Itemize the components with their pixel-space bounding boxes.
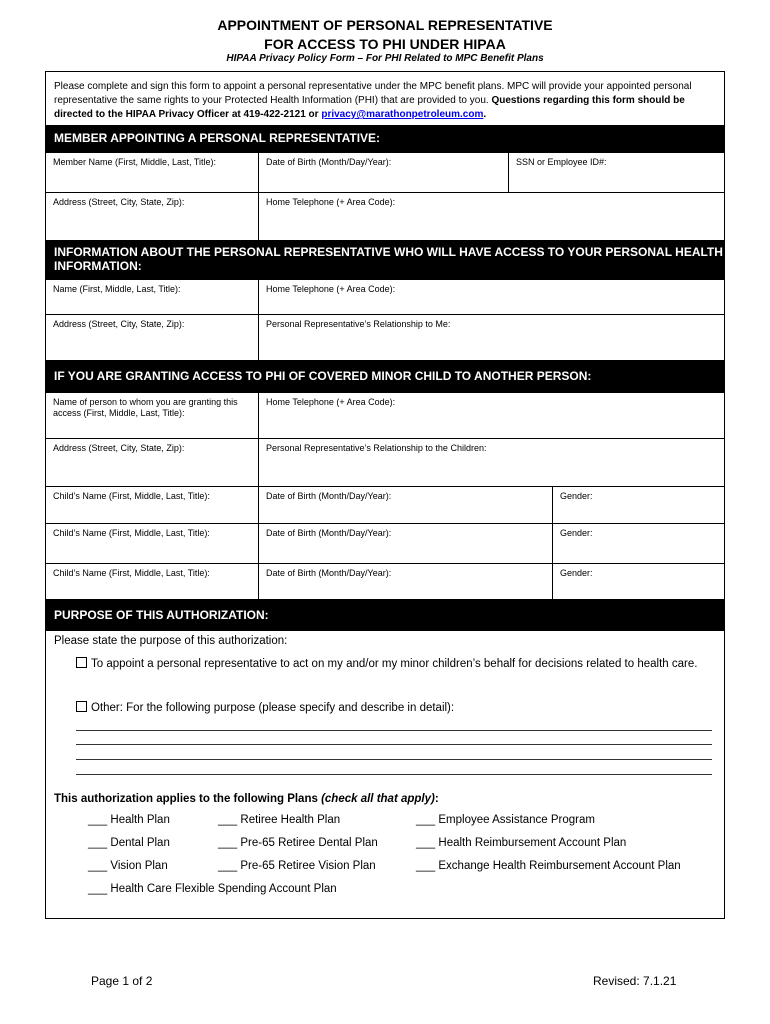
child2-name-field[interactable] [46, 523, 258, 563]
rep-address-label: Address (Street, City, State, Zip): [53, 319, 185, 329]
plans-heading [54, 792, 439, 807]
child3-dob-label: Date of Birth (Month/Day/Year): [266, 568, 392, 578]
plan-hra[interactable] [416, 837, 626, 849]
rep-relationship-label: Personal Representative’s Relationship to Me: [266, 319, 451, 329]
plan-vision-blank: ___ [88, 860, 108, 872]
form-subtitle: HIPAA Privacy Policy Form – For PHI Related to MPC Benefit Plans [226, 53, 544, 64]
purpose-line-1[interactable] [76, 730, 712, 731]
intro-paragraph [54, 80, 714, 122]
child2-gender-field[interactable] [552, 523, 724, 563]
privacy-email-link[interactable]: privacy@marathonpetroleum.com [321, 109, 484, 120]
appoint-checkbox[interactable] [76, 657, 87, 668]
child2-dob-field[interactable] [258, 523, 552, 563]
plans-heading-end: : [434, 793, 439, 805]
plan-fsa-blank: ___ [88, 883, 108, 895]
plan-eap-label: Employee Assistance Program [438, 814, 595, 826]
purpose-line-3[interactable] [76, 759, 712, 760]
plan-eap[interactable] [416, 814, 595, 826]
member-section-header: MEMBER APPOINTING A PERSONAL REPRESENTATIVE: [46, 125, 724, 152]
plan-dental-label: Dental Plan [110, 837, 170, 849]
member-dob-field[interactable] [258, 152, 508, 192]
minor-phone-field[interactable] [258, 392, 724, 438]
minor-relationship-field[interactable] [258, 438, 724, 486]
member-phone-label: Home Telephone (+ Area Code): [266, 197, 396, 207]
rep-name-label: Name (First, Middle, Last, Title): [53, 284, 181, 294]
plan-pre65-vision[interactable] [218, 860, 376, 872]
member-ssn-field[interactable] [508, 152, 724, 192]
plan-exchange-hra-blank: ___ [416, 860, 436, 872]
rep-section-header: INFORMATION ABOUT THE PERSONAL REPRESENTATIVE WHO WILL HAVE ACCESS TO YOUR PERSONAL HEALTH INFORMATION: [46, 240, 724, 279]
plans-heading-italic: (check all that apply) [321, 793, 435, 805]
minor-relationship-label: Personal Representative’s Relationship to the Children: [266, 443, 487, 453]
other-checkbox[interactable] [76, 701, 87, 712]
plan-dental[interactable] [88, 837, 170, 849]
intro-end: . [483, 109, 487, 120]
minor-phone-label: Home Telephone (+ Area Code): [266, 397, 396, 407]
intro-text: Please complete and sign this form to appoint a personal representative under the MPC benefit plans. MPC will provide your appointed personal representative the same rights to your Protected Health Information (PHI) that are provided to you. [54, 81, 692, 106]
plan-health-blank: ___ [88, 814, 108, 826]
form-title-line1: APPOINTMENT OF PERSONAL REPRESENTATIVE [217, 17, 553, 33]
plan-pre65-dental-blank: ___ [218, 837, 238, 849]
child3-name-label: Child’s Name (First, Middle, Last, Title): [53, 568, 210, 578]
plan-pre65-vision-label: Pre-65 Retiree Vision Plan [240, 860, 376, 872]
member-ssn-label: SSN or Employee ID#: [516, 157, 607, 167]
plan-eap-blank: ___ [416, 814, 436, 826]
plan-hra-blank: ___ [416, 837, 436, 849]
plan-dental-blank: ___ [88, 837, 108, 849]
child1-gender-label: Gender: [560, 491, 593, 501]
plan-retiree-health-blank: ___ [218, 814, 238, 826]
plan-retiree-health-label: Retiree Health Plan [240, 814, 341, 826]
rep-address-field[interactable] [46, 314, 258, 360]
revised-date: Revised: 7.1.21 [593, 974, 677, 988]
appoint-option-label: To appoint a personal representative to act on my and/or my minor children’s behalf for decisions related to health care. [91, 658, 698, 670]
minor-address-label: Address (Street, City, State, Zip): [53, 443, 185, 453]
member-address-field[interactable] [46, 192, 258, 240]
member-name-field[interactable] [46, 152, 258, 192]
child3-dob-field[interactable] [258, 563, 552, 599]
plan-health-label: Health Plan [110, 814, 170, 826]
purpose-line-4[interactable] [76, 774, 712, 775]
plan-hra-label: Health Reimbursement Account Plan [438, 837, 627, 849]
member-dob-label: Date of Birth (Month/Day/Year): [266, 157, 392, 167]
minor-person-name-field[interactable] [46, 392, 258, 438]
child2-dob-label: Date of Birth (Month/Day/Year): [266, 528, 392, 538]
plan-health[interactable] [88, 814, 170, 826]
child3-gender-label: Gender: [560, 568, 593, 578]
purpose-option-other [76, 701, 716, 716]
member-name-label: Member Name (First, Middle, Last, Title): [53, 157, 217, 167]
purpose-line-2[interactable] [76, 744, 712, 745]
plan-exchange-hra[interactable] [416, 860, 681, 872]
rep-name-field[interactable] [46, 279, 258, 314]
form-body [45, 71, 725, 919]
child1-name-field[interactable] [46, 486, 258, 523]
plan-vision[interactable] [88, 860, 168, 872]
purpose-section-header: PURPOSE OF THIS AUTHORIZATION: [46, 599, 724, 631]
plan-pre65-vision-blank: ___ [218, 860, 238, 872]
plan-vision-label: Vision Plan [110, 860, 168, 872]
child1-name-label: Child’s Name (First, Middle, Last, Title): [53, 491, 210, 501]
child1-dob-label: Date of Birth (Month/Day/Year): [266, 491, 392, 501]
minor-address-field[interactable] [46, 438, 258, 486]
plans-heading-text: This authorization applies to the following Plans [54, 793, 322, 805]
plan-fsa-label: Health Care Flexible Spending Account Plan [110, 883, 337, 895]
member-phone-field[interactable] [258, 192, 724, 240]
minor-person-name-label: Name of person to whom you are granting this access (First, Middle, Last, Title): [53, 397, 238, 418]
child1-dob-field[interactable] [258, 486, 552, 523]
other-option-label: Other: For the following purpose (please specify and describe in detail): [91, 702, 455, 714]
child3-gender-field[interactable] [552, 563, 724, 599]
page-number: Page 1 of 2 [91, 974, 153, 988]
plan-pre65-dental-label: Pre-65 Retiree Dental Plan [240, 837, 378, 849]
member-address-label: Address (Street, City, State, Zip): [53, 197, 185, 207]
plan-fsa[interactable] [88, 883, 337, 895]
minor-section-header: IF YOU ARE GRANTING ACCESS TO PHI OF COVERED MINOR CHILD TO ANOTHER PERSON: [46, 360, 724, 392]
intro-bold-text: Questions regarding this form should be directed to the HIPAA Privacy Officer at 419-422-2121 or [54, 95, 685, 120]
rep-phone-label: Home Telephone (+ Area Code): [266, 284, 396, 294]
purpose-prompt: Please state the purpose of this authorization: [54, 635, 288, 647]
plan-retiree-health[interactable] [218, 814, 340, 826]
child1-gender-field[interactable] [552, 486, 724, 523]
child2-gender-label: Gender: [560, 528, 593, 538]
rep-relationship-field[interactable] [258, 314, 724, 360]
plan-pre65-dental[interactable] [218, 837, 378, 849]
child2-name-label: Child’s Name (First, Middle, Last, Title): [53, 528, 210, 538]
form-title-line2: FOR ACCESS TO PHI UNDER HIPAA [264, 36, 506, 52]
rep-phone-field[interactable] [258, 279, 724, 314]
child3-name-field[interactable] [46, 563, 258, 599]
plan-exchange-hra-label: Exchange Health Reimbursement Account Plan [438, 860, 681, 872]
purpose-option-appoint [76, 657, 716, 672]
